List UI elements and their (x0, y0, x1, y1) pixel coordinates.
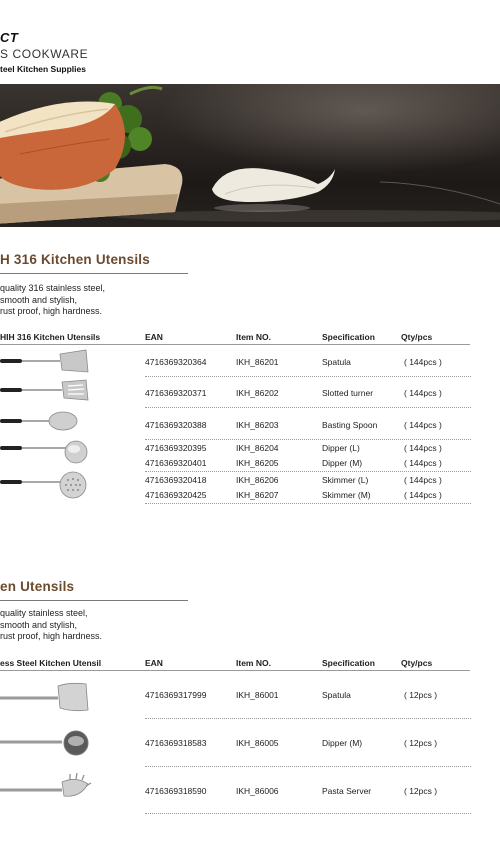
specification-cell: Dipper (M) (322, 458, 363, 468)
row-divider (145, 718, 471, 719)
qty-cell: ( 144pcs ) (404, 475, 442, 485)
ean-cell: 4716369320395 (145, 443, 207, 453)
spatula-image (0, 683, 88, 710)
section1-desc-line: smooth and stylish, (0, 294, 78, 305)
qty-cell: ( 12pcs ) (404, 690, 438, 700)
row-divider (145, 766, 471, 767)
section1-title: H 316 Kitchen Utensils (0, 252, 150, 267)
pasta-server-image (0, 773, 91, 796)
row-divider (145, 439, 471, 440)
ean-cell: 4716369320425 (145, 490, 207, 500)
item-no-cell: IKH_86006 (236, 786, 279, 796)
section2-table-header (0, 657, 470, 671)
item-no-cell: IKH_86005 (236, 738, 279, 748)
item-no-cell: IKH_86201 (236, 357, 279, 367)
qty-cell: ( 144pcs ) (404, 357, 442, 367)
row-divider (145, 471, 471, 472)
brand-supplies-label: teel Kitchen Supplies (0, 64, 86, 74)
ean-cell: 4716369320364 (145, 357, 207, 367)
brand-cookware-label: S COOKWARE (0, 47, 89, 61)
skimmer-image (0, 472, 86, 498)
ean-cell: 4716369320371 (145, 388, 207, 398)
header-product-name: ess Steel Kitchen Utensil (0, 658, 102, 668)
section2-desc-line: smooth and stylish, (0, 619, 78, 630)
specification-cell: Skimmer (L) (322, 475, 369, 485)
specification-cell: Spatula (322, 690, 351, 700)
ean-cell: 4716369320388 (145, 420, 207, 430)
header-ean: EAN (145, 332, 163, 342)
item-no-cell: IKH_86001 (236, 690, 279, 700)
row-divider (145, 407, 471, 408)
qty-cell: ( 144pcs ) (404, 490, 442, 500)
banner-illustration (0, 84, 500, 227)
section1-desc-line: quality 316 stainless steel, (0, 283, 106, 293)
section1-table-header (0, 331, 470, 345)
section2-description (0, 608, 102, 643)
specification-cell: Spatula (322, 357, 351, 367)
qty-cell: ( 144pcs ) (404, 420, 442, 430)
section1-utensil-images (0, 348, 100, 502)
header-item-no: Item NO. (236, 658, 271, 668)
section1-title-rule (0, 273, 188, 274)
qty-cell: ( 144pcs ) (404, 443, 442, 453)
dipper-image (0, 441, 87, 463)
ean-cell: 4716369317999 (145, 690, 207, 700)
specification-cell: Basting Spoon (322, 420, 378, 430)
header-item-no: Item NO. (236, 332, 271, 342)
ean-cell: 4716369320401 (145, 458, 207, 468)
ean-cell: 4716369320418 (145, 475, 207, 485)
item-no-cell: IKH_86202 (236, 388, 279, 398)
header-qty: Qty/pcs (401, 658, 433, 668)
section2-desc-line: quality stainless steel, (0, 608, 88, 618)
section1-desc-line: rust proof, high hardness. (0, 306, 103, 316)
header-specification: Specification (322, 658, 375, 668)
dipper-image (0, 731, 88, 755)
kitchen-photo-banner (0, 84, 500, 227)
item-no-cell: IKH_86205 (236, 458, 279, 468)
section2-title-rule (0, 600, 188, 601)
section1-description (0, 283, 105, 318)
ean-cell: 4716369318590 (145, 786, 207, 796)
item-no-cell: IKH_86203 (236, 420, 279, 430)
section2-desc-line: rust proof, high hardness. (0, 631, 103, 641)
header-product-name: HIH 316 Kitchen Utensils (0, 332, 101, 342)
specification-cell: Dipper (M) (322, 738, 363, 748)
row-divider (145, 376, 471, 377)
brand-product-label: CT (0, 30, 19, 45)
qty-cell: ( 12pcs ) (404, 738, 438, 748)
section2-title: en Utensils (0, 579, 75, 594)
header-ean: EAN (145, 658, 163, 668)
header-specification: Specification (322, 332, 375, 342)
basting-spoon-image (0, 412, 77, 430)
qty-cell: ( 12pcs ) (404, 786, 438, 796)
specification-cell: Slotted turner (322, 388, 374, 398)
qty-cell: ( 144pcs ) (404, 388, 442, 398)
header-qty: Qty/pcs (401, 332, 433, 342)
specification-cell: Dipper (L) (322, 443, 360, 453)
specification-cell: Pasta Server (322, 786, 372, 796)
item-no-cell: IKH_86207 (236, 490, 279, 500)
row-divider (145, 503, 471, 504)
qty-cell: ( 144pcs ) (404, 458, 442, 468)
ean-cell: 4716369318583 (145, 738, 207, 748)
section2-utensil-images (0, 676, 100, 806)
item-no-cell: IKH_86204 (236, 443, 279, 453)
slotted-turner-image (0, 380, 88, 400)
specification-cell: Skimmer (M) (322, 490, 371, 500)
spatula-image (0, 350, 88, 372)
item-no-cell: IKH_86206 (236, 475, 279, 485)
row-divider (145, 813, 471, 814)
